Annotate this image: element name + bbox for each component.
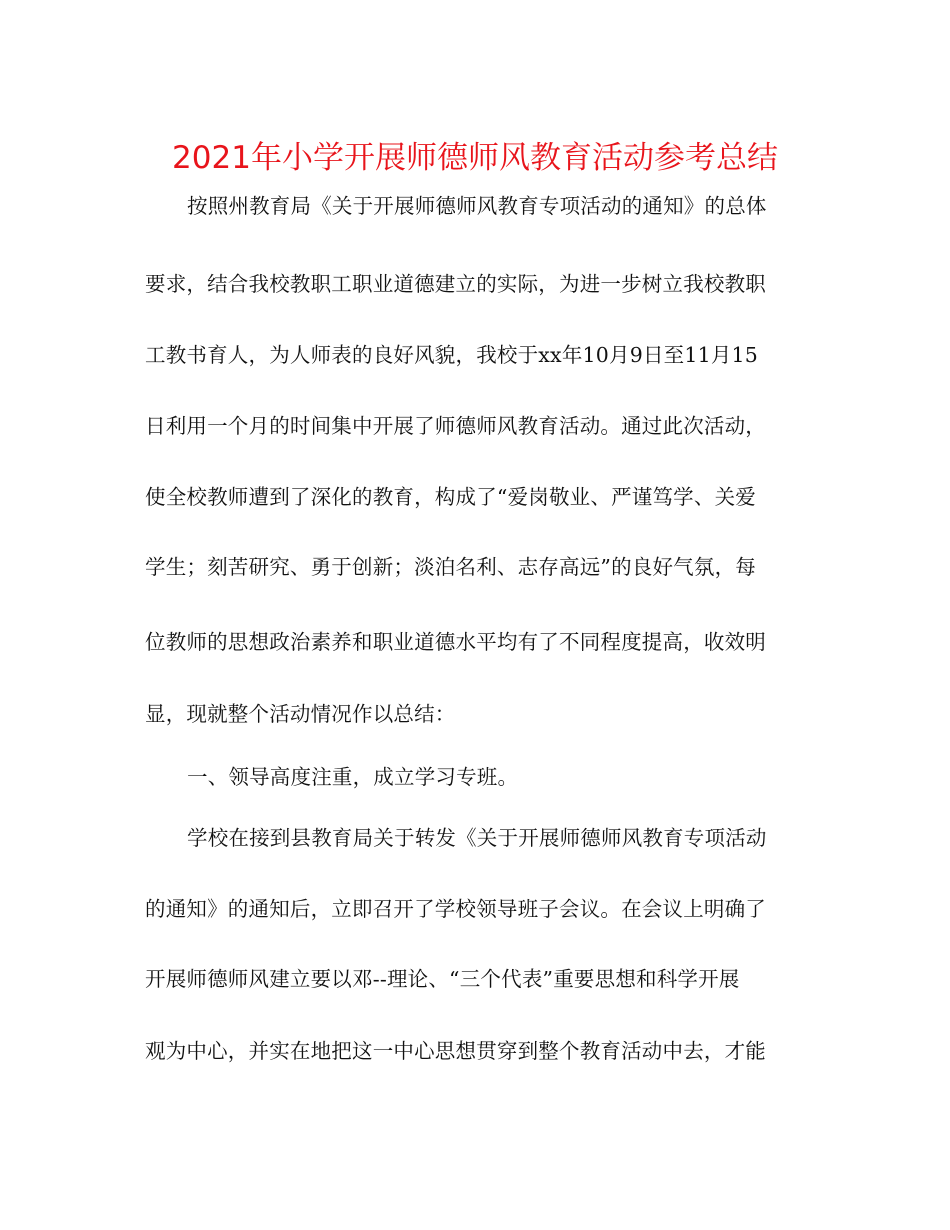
section-heading: 一、领导高度注重，成立学习专班。 <box>187 765 519 789</box>
document-title: 2021年小学开展师德师风教育活动参考总结 <box>172 140 778 176</box>
paragraph-line: 开展师德师风建立要以邓--理论、“三个代表”重要思想和科学开展 <box>145 967 740 991</box>
paragraph-line: 使全校教师遭到了深化的教育，构成了“爱岗敬业、严谨笃学、关爱 <box>145 485 756 509</box>
paragraph-line: 按照州教育局《关于开展师德师风教育专项活动的通知》的总体 <box>187 194 767 218</box>
paragraph-line: 显，现就整个活动情况作以总结： <box>145 702 456 726</box>
paragraph-line: 的通知》的通知后，立即召开了学校领导班子会议。在会议上明确了 <box>145 897 766 921</box>
paragraph-line: 日利用一个月的时间集中开展了师德师风教育活动。通过此次活动， <box>145 414 766 438</box>
paragraph-line: 位教师的思想政治素养和职业道德水平均有了不同程度提高，收效明 <box>145 630 766 654</box>
paragraph-line: 学校在接到县教育局关于转发《关于开展师德师风教育专项活动 <box>187 826 767 850</box>
paragraph-line: 工教书育人，为人师表的良好风貌，我校于xx年10月9日至11月15 <box>145 343 759 367</box>
paragraph-line: 要求，结合我校教职工职业道德建立的实际，为进一步树立我校教职 <box>145 272 766 296</box>
paragraph-line: 观为中心，并实在地把这一中心思想贯穿到整个教育活动中去，才能 <box>145 1039 766 1063</box>
paragraph-line: 学生；刻苦研究、勇于创新；淡泊名利、志存高远”的良好气氛，每 <box>145 555 756 579</box>
